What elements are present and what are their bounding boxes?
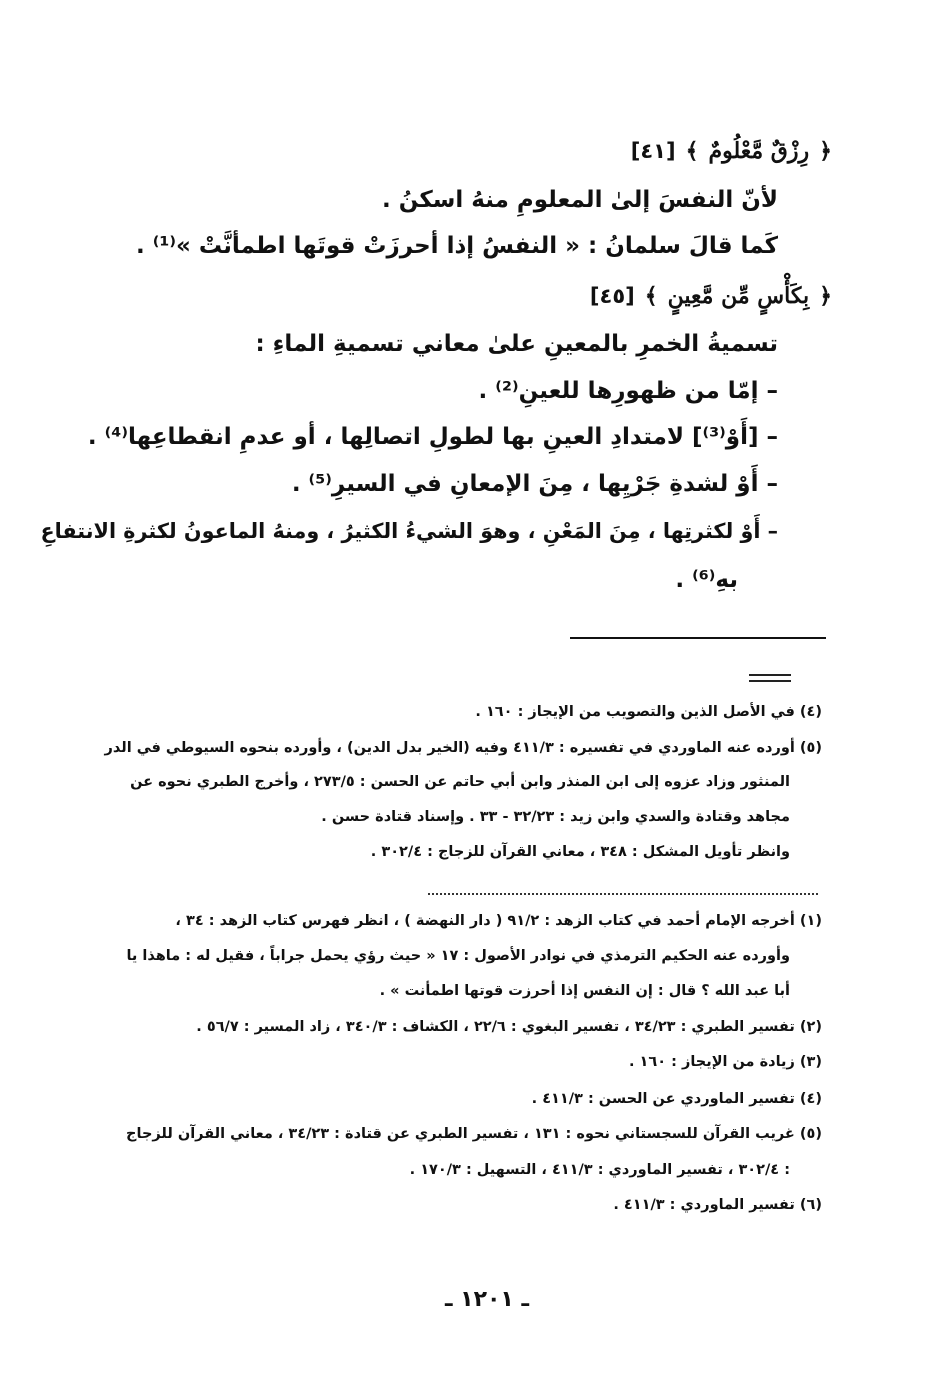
text-line: لأنّ النفسَ إلىٰ المعلومِ منهُ اسكنُ .: [381, 187, 778, 213]
footnote: (٥) غريب القرآن للسجستاني نحوه : ١٣١ ، تفسير الطبري عن قتادة : ٣٤/٢٣ ، معاني القرآن للزجاج: [126, 1126, 822, 1142]
list-item: – أَوْ لكثرتِها ، مِنَ المَعْنِ ، وهوَ الشيءُ الكثيرُ ، ومنهُ الماعونُ لكثرةِ الانتفاعِ: [40, 519, 778, 543]
verse-number: [٤٥]: [589, 284, 635, 308]
footnote-dotted-separator: [428, 893, 818, 895]
footnote: (١) أخرجه الإمام أحمد في كتاب الزهد : ٩١/٢ ( دار النهضة ) ، انظر فهرس كتاب الزهد : ٣٤ ،: [175, 913, 822, 929]
verse-heading: [631, 138, 832, 164]
footnote-continuation: المنثور وزاد عزوه إلى ابن المنذر وابن أبي حاتم عن الحسن : ٢٧٣/٥ ، وأخرج الطبري نحوه عن: [130, 774, 790, 790]
footnote: (٤) في الأصل الذين والتصويب من الإيجاز : ١٦٠ .: [475, 704, 822, 720]
list-item: – [أَوْ⁽³⁾] لامتدادِ العينِ بها لطولِ اتصالِها ، أو عدمِ انقطاعِها⁽⁴⁾ .: [87, 424, 778, 450]
verse-heading: [590, 283, 832, 309]
verse-close-bracket: ﴾: [685, 138, 699, 164]
verse-open-bracket: ﴿: [819, 138, 832, 164]
list-item: – إمّا من ظهورِها للعينِ⁽²⁾ .: [478, 378, 778, 404]
footnote: (٤) تفسير الماوردي عن الحسن : ٤١١/٣ .: [531, 1091, 822, 1107]
footnote-continuation: : ٣٠٢/٤ ، تفسير الماوردي : ٤١١/٣ ، التسهيل : ١٧٠/٣ .: [409, 1162, 790, 1178]
text-line: بهِ⁽⁶⁾ .: [675, 567, 738, 593]
footnote-continuation: وأورده عنه الحكيم الترمذي في نوادر الأصول : ١٧ « حيث رؤي يحمل جراباً ، فقيل له : ماهذا يا: [126, 948, 790, 964]
text-line: تسميةُ الخمرِ بالمعينِ علىٰ معاني تسميةِ الماءِ :: [255, 331, 778, 357]
footnote-separator-double: [749, 680, 791, 682]
footnote: (٦) تفسير الماوردي : ٤١١/٣ .: [613, 1197, 822, 1213]
footnote-continuation: أبا عبد الله ؟ قال : إن النفس إذا أحرزت قوتها اطمأنت » .: [379, 983, 790, 999]
verse-text: رِزْقٌ مَّعْلُومٌ: [708, 138, 810, 164]
footnote: (٣) زيادة من الإيجاز : ١٦٠ .: [628, 1054, 822, 1070]
footnote-separator: [570, 637, 826, 639]
footnote-separator-double: [749, 674, 791, 676]
verse-open-bracket: ﴿: [819, 283, 832, 309]
page-number: ـ ١٢٠١ ـ: [444, 1287, 530, 1312]
verse-number: [٤١]: [630, 139, 676, 163]
footnote-continuation: وانظر تأويل المشكل : ٣٤٨ ، معاني القرآن للزجاج : ٣٠٢/٤ .: [370, 844, 790, 860]
verse-text: بِكَأْسٍ مِّن مَّعِينٍ: [667, 283, 810, 309]
footnote-continuation: مجاهد وقتادة والسدي وابن زيد : ٣٢/٢٣ - ٣٣ . وإسناد قتادة حسن .: [321, 809, 790, 825]
text-line: كَما قالَ سلمانُ : « النفسُ إذا أحرزَتْ قوتَها اطمأنَّتْ »⁽¹⁾ .: [135, 233, 778, 259]
verse-close-bracket: ﴾: [644, 283, 658, 309]
footnote: (٢) تفسير الطبري : ٣٤/٢٣ ، تفسير البغوي : ٢٢/٦ ، الكشاف : ٣٤٠/٣ ، زاد المسير : ٥٦/٧ .: [196, 1019, 822, 1035]
footnote: (٥) أورده عنه الماوردي في تفسيره : ٤١١/٣ وفيه (الخير بدل الدين) ، وأورده بنحوه السيوطي في الدر: [104, 740, 822, 756]
list-item: – أَوْ لشدةِ جَرْيِها ، مِنَ الإمعانِ في السيرِ⁽⁵⁾ .: [291, 471, 778, 497]
